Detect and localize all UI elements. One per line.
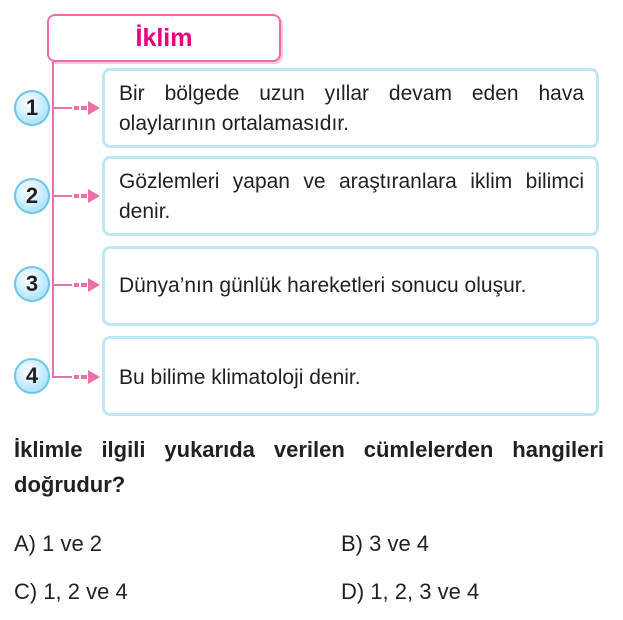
statement-text-2: Gözlemleri yapan ve araştıranlara iklim bilimci denir. <box>119 170 584 223</box>
connector-vertical-line <box>52 62 54 378</box>
connector-line-1 <box>54 107 72 109</box>
connector-line-2 <box>54 195 72 197</box>
option-b[interactable]: B) 3 ve 4 <box>341 531 430 556</box>
option-d[interactable]: D) 1, 2, 3 ve 4 <box>341 579 480 604</box>
option-c[interactable]: C) 1, 2 ve 4 <box>14 579 128 604</box>
statement-text-3: Dünya’nın günlük hareketleri sonucu oluşur. <box>119 274 527 297</box>
connector-line-3 <box>54 284 72 286</box>
number-badge-1: 1 <box>14 90 50 126</box>
number-badge-3: 3 <box>14 266 50 302</box>
title-box <box>47 14 281 62</box>
arrow-right-icon <box>74 101 104 115</box>
arrow-right-icon <box>74 189 104 203</box>
number-badge-4: 4 <box>14 358 50 394</box>
page-title: İklim <box>135 24 193 52</box>
arrow-right-icon <box>74 370 104 384</box>
statement-text-4: Bu bilime klimatoloji denir. <box>119 366 361 389</box>
statement-box-1 <box>102 68 599 148</box>
statement-box-4 <box>102 336 599 416</box>
statement-box-3 <box>102 246 599 326</box>
connector-line-4 <box>54 376 72 378</box>
number-badge-2: 2 <box>14 178 50 214</box>
option-a[interactable]: A) 1 ve 2 <box>14 531 103 556</box>
statement-box-2 <box>102 156 599 236</box>
question-text: İklimle ilgili yukarıda verilen cümlelerden hangileri doğrudur? <box>14 437 604 497</box>
arrow-right-icon <box>74 278 104 292</box>
statement-text-1: Bir bölgede uzun yıllar devam eden hava olaylarının ortalamasıdır. <box>119 82 584 135</box>
